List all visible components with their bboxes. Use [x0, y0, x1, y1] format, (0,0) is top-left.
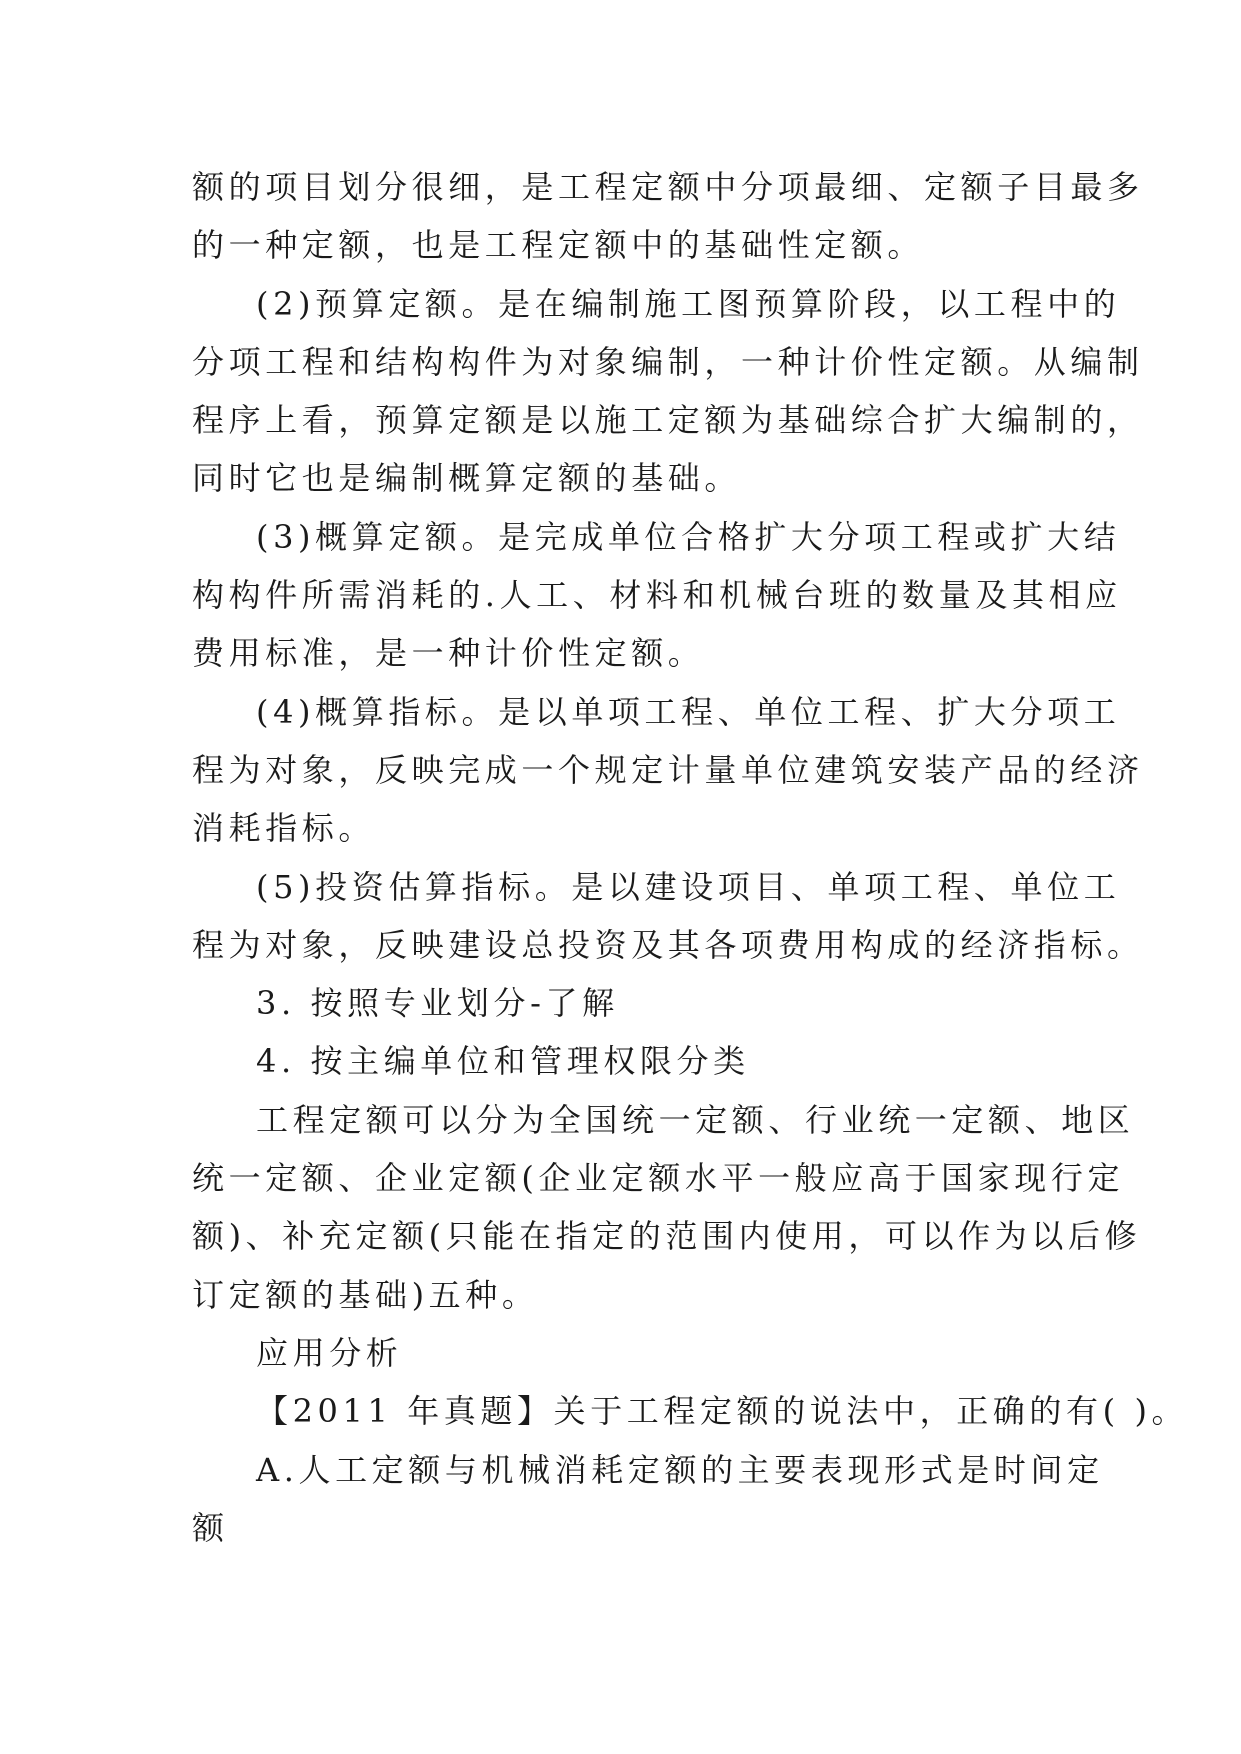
text-line: 程为对象，反映建设总投资及其各项费用构成的经济指标。: [192, 925, 1144, 964]
paragraph-line: 工程定额可以分为全国统一定额、行业统一定额、地区: [256, 1100, 1135, 1139]
text-line: 额: [192, 1508, 229, 1547]
section-heading: 4. 按主编单位和管理权限分类: [256, 1042, 750, 1081]
paragraph-line: (4)概算指标。是以单项工程、单位工程、扩大分项工: [256, 692, 1121, 731]
paragraph-line: (5)投资估算指标。是以建设项目、单项工程、单位工: [256, 867, 1121, 906]
text-line: 分项工程和结构构件为对象编制，一种计价性定额。从编制: [192, 342, 1144, 381]
answer-option: A.人工定额与机械消耗定额的主要表现形式是时间定: [256, 1450, 1104, 1489]
paragraph-line: (2)预算定额。是在编制施工图预算阶段，以工程中的: [256, 284, 1121, 323]
paragraph-line: (3)概算定额。是完成单位合格扩大分项工程或扩大结: [256, 517, 1121, 556]
text-line: 订定额的基础)五种。: [192, 1275, 539, 1314]
text-line: 同时它也是编制概算定额的基础。: [192, 459, 742, 498]
question-stem: 【2011 年真题】关于工程定额的说法中，正确的有( )。: [256, 1392, 1189, 1431]
text-line: 构构件所需消耗的.人工、材料和机械台班的数量及其相应: [192, 576, 1122, 615]
text-line: 的一种定额，也是工程定额中的基础性定额。: [192, 226, 925, 265]
text-line: 程为对象，反映完成一个规定计量单位建筑安装产品的经济: [192, 750, 1144, 789]
section-heading: 3. 按照专业划分-了解: [256, 984, 619, 1023]
text-line: 程序上看，预算定额是以施工定额为基础综合扩大编制的，: [192, 401, 1144, 440]
text-line: 额)、补充定额(只能在指定的范围内使用，可以作为以后修: [192, 1217, 1142, 1256]
text-line: 费用标准，是一种计价性定额。: [192, 634, 705, 673]
text-line: 统一定额、企业定额(企业定额水平一般应高于国家现行定: [192, 1159, 1125, 1198]
text-line: 消耗指标。: [192, 809, 376, 848]
text-line: 额的项目划分很细，是工程定额中分项最细、定额子目最多: [192, 168, 1144, 206]
section-heading: 应用分析: [256, 1333, 403, 1372]
document-body: [192, 158, 1189, 1557]
